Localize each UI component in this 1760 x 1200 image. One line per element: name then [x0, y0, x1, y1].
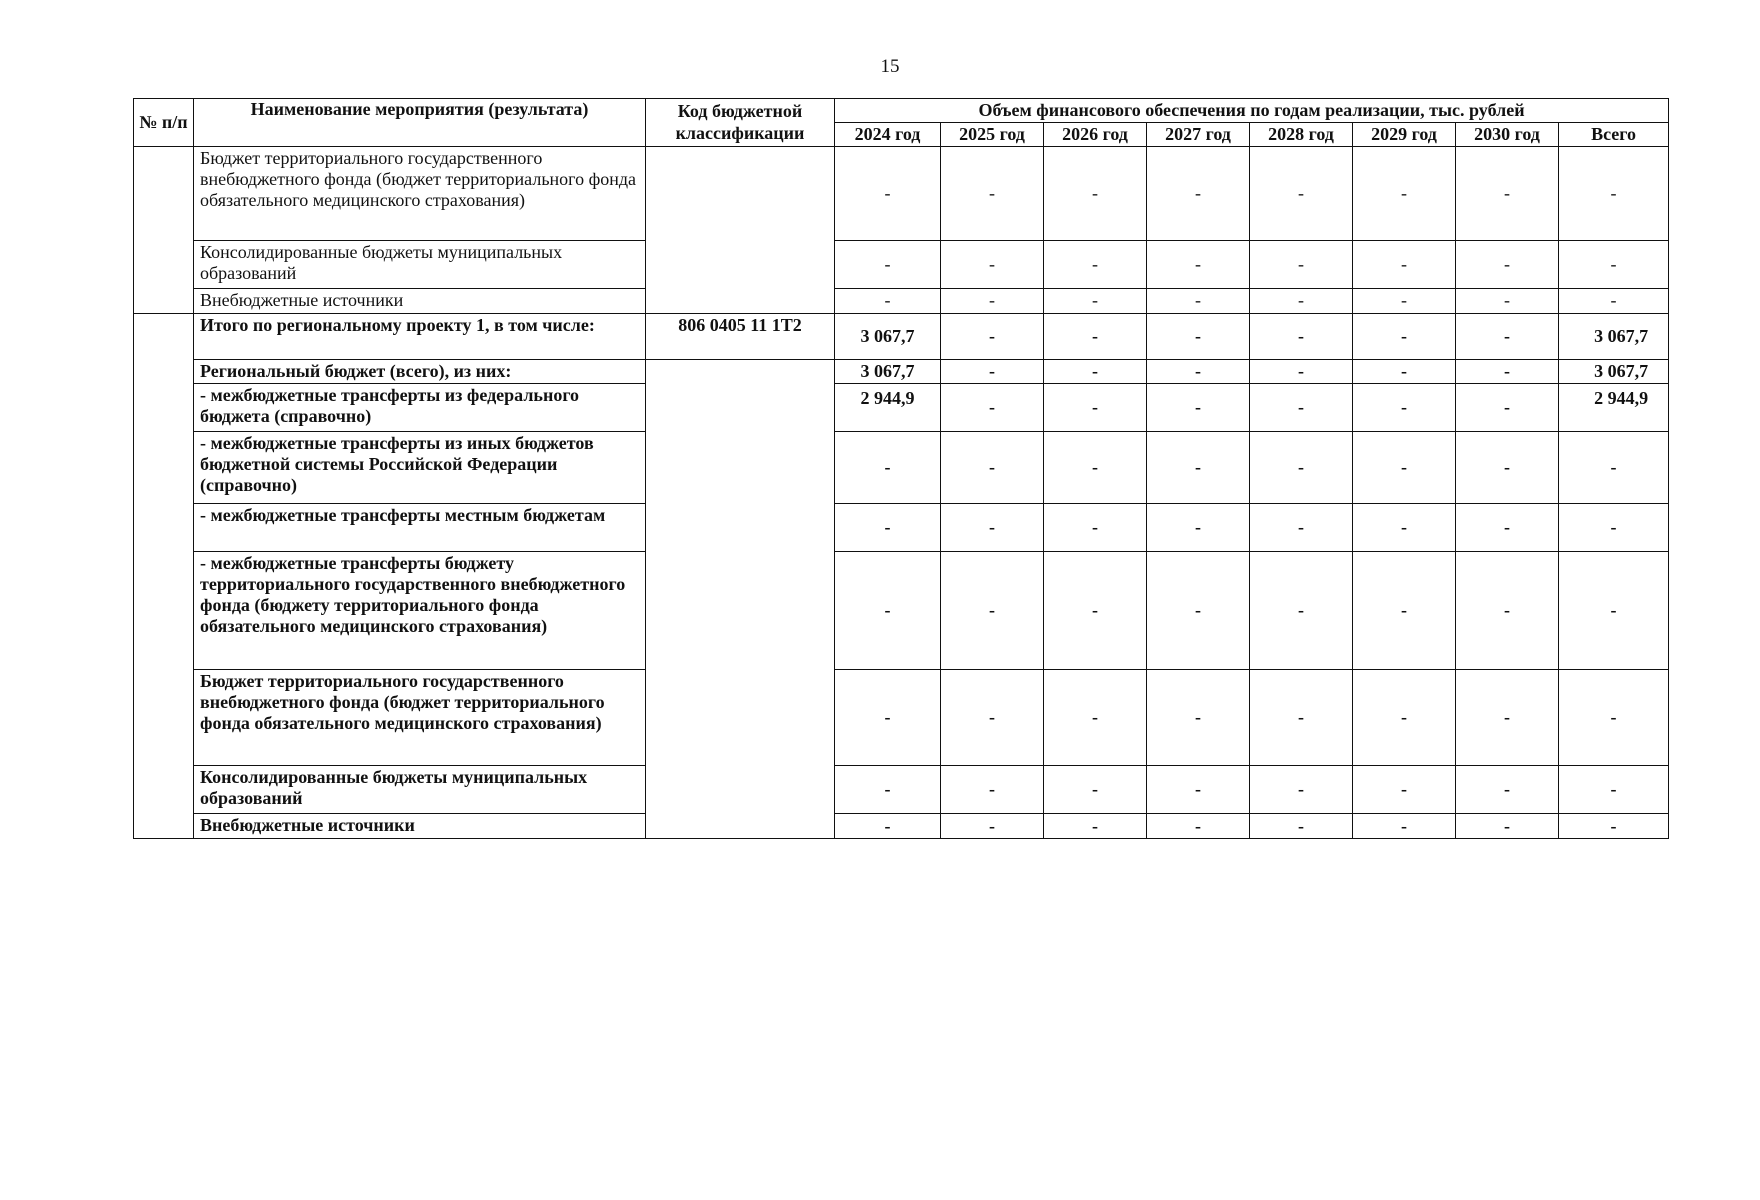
- row-code: 806 0405 11 1Т2: [646, 314, 835, 360]
- row-value: -: [835, 552, 941, 670]
- row-value: -: [835, 432, 941, 504]
- row-value: -: [1044, 360, 1147, 384]
- row-total: -: [1559, 432, 1669, 504]
- row-name: Региональный бюджет (всего), из них:: [194, 360, 646, 384]
- row-value: -: [941, 670, 1044, 766]
- row-total: -: [1559, 670, 1669, 766]
- row-value: -: [1456, 766, 1559, 814]
- row-value: -: [1456, 360, 1559, 384]
- row-value: -: [1044, 314, 1147, 360]
- row-total: 2 944,9: [1559, 384, 1669, 432]
- row-name: Консолидированные бюджеты муниципальных образований: [194, 766, 646, 814]
- header-year-2024: 2024 год: [835, 123, 941, 147]
- row-value: -: [941, 314, 1044, 360]
- row-value: -: [941, 241, 1044, 289]
- row-total: -: [1559, 552, 1669, 670]
- row-name: Внебюджетные источники: [194, 289, 646, 314]
- row-value: -: [1147, 147, 1250, 241]
- row-value: -: [1147, 314, 1250, 360]
- row-value: -: [1250, 766, 1353, 814]
- row-value: 3 067,7: [835, 360, 941, 384]
- header-year-2028: 2028 год: [1250, 123, 1353, 147]
- row-total: -: [1559, 289, 1669, 314]
- row-value: -: [1147, 241, 1250, 289]
- row-value: -: [1147, 670, 1250, 766]
- row-value: -: [941, 814, 1044, 839]
- row-value: -: [1353, 241, 1456, 289]
- row-value: -: [1456, 147, 1559, 241]
- page-number: 15: [880, 56, 900, 77]
- row-num-cell: [134, 147, 194, 314]
- row-value: -: [1456, 814, 1559, 839]
- row-value: -: [1147, 432, 1250, 504]
- row-value: -: [1250, 432, 1353, 504]
- table-row: [134, 384, 1669, 432]
- row-name: - межбюджетные трансферты из иных бюджетов бюджетной системы Российской Федерации (справочно): [194, 432, 646, 504]
- row-value: -: [1250, 814, 1353, 839]
- row-value: -: [1250, 289, 1353, 314]
- row-total: -: [1559, 814, 1669, 839]
- header-code: Код бюджетной классификации: [646, 99, 835, 147]
- row-value: -: [1353, 147, 1456, 241]
- row-total: -: [1559, 147, 1669, 241]
- row-value: -: [941, 504, 1044, 552]
- row-name: Бюджет территориального государственного внебюджетного фонда (бюджет территориального фонда обязательного медицинского страхования): [194, 670, 646, 766]
- row-value: -: [1044, 147, 1147, 241]
- table-row: [134, 360, 1669, 384]
- row-value: -: [1456, 241, 1559, 289]
- row-num-cell: [134, 314, 194, 839]
- row-total: 3 067,7: [1559, 314, 1669, 360]
- row-value: -: [1353, 384, 1456, 432]
- row-value: -: [941, 147, 1044, 241]
- row-value: -: [1147, 360, 1250, 384]
- row-name: - межбюджетные трансферты из федерального бюджета (справочно): [194, 384, 646, 432]
- row-name: Итого по региональному проекту 1, в том числе:: [194, 314, 646, 360]
- row-value: -: [1456, 670, 1559, 766]
- row-value: -: [1353, 289, 1456, 314]
- row-value: -: [835, 670, 941, 766]
- row-name: Бюджет территориального государственного внебюджетного фонда (бюджет территориального фонда обязательного медицинского страхования): [194, 147, 646, 241]
- table-row: [134, 314, 1669, 360]
- header-year-2025: 2025 год: [941, 123, 1044, 147]
- row-value: -: [1044, 384, 1147, 432]
- header-year-2029: 2029 год: [1353, 123, 1456, 147]
- header-name: Наименование мероприятия (результата): [194, 99, 646, 147]
- row-value: -: [1353, 814, 1456, 839]
- row-total: -: [1559, 241, 1669, 289]
- row-value: 3 067,7: [835, 314, 941, 360]
- row-value: -: [1250, 670, 1353, 766]
- row-total: -: [1559, 766, 1669, 814]
- row-name: Консолидированные бюджеты муниципальных образований: [194, 241, 646, 289]
- row-total: -: [1559, 504, 1669, 552]
- row-value: 2 944,9: [835, 384, 941, 432]
- row-value: -: [835, 766, 941, 814]
- row-value: -: [1250, 314, 1353, 360]
- row-value: -: [835, 504, 941, 552]
- finance-table: [133, 98, 1669, 839]
- row-value: -: [941, 432, 1044, 504]
- table-row: [134, 670, 1669, 766]
- row-value: -: [1353, 552, 1456, 670]
- row-value: -: [941, 289, 1044, 314]
- row-name: - межбюджетные трансферты бюджету территориального государственного внебюджетного фонда (бюджету территориального фонда обязательного медицинского страхования): [194, 552, 646, 670]
- row-value: -: [1250, 384, 1353, 432]
- row-value: -: [1147, 504, 1250, 552]
- header-year-2030: 2030 год: [1456, 123, 1559, 147]
- row-value: -: [1147, 384, 1250, 432]
- row-value: -: [1250, 552, 1353, 670]
- table-row: [134, 552, 1669, 670]
- row-value: -: [835, 814, 941, 839]
- row-name: - межбюджетные трансферты местным бюджетам: [194, 504, 646, 552]
- row-value: -: [941, 384, 1044, 432]
- row-total: 3 067,7: [1559, 360, 1669, 384]
- table-row: [134, 241, 1669, 289]
- row-value: -: [1147, 766, 1250, 814]
- header-total: Всего: [1559, 123, 1669, 147]
- row-value: -: [1044, 814, 1147, 839]
- table-row: [134, 766, 1669, 814]
- row-code-cell: [646, 147, 835, 314]
- row-value: -: [1353, 504, 1456, 552]
- row-value: -: [1353, 314, 1456, 360]
- row-value: -: [1044, 766, 1147, 814]
- row-value: -: [1353, 432, 1456, 504]
- row-value: -: [1044, 289, 1147, 314]
- row-value: -: [941, 360, 1044, 384]
- row-value: -: [1147, 289, 1250, 314]
- row-value: -: [1456, 552, 1559, 670]
- row-value: -: [1353, 766, 1456, 814]
- row-value: -: [1353, 670, 1456, 766]
- table-row: [134, 504, 1669, 552]
- table-row: [134, 814, 1669, 839]
- row-value: -: [941, 766, 1044, 814]
- row-value: -: [1044, 504, 1147, 552]
- header-year-2026: 2026 год: [1044, 123, 1147, 147]
- table-row: [134, 432, 1669, 504]
- row-code-cell: [646, 360, 835, 839]
- header-num: № п/п: [134, 99, 194, 147]
- row-value: -: [1353, 360, 1456, 384]
- header-year-2027: 2027 год: [1147, 123, 1250, 147]
- row-value: -: [1456, 432, 1559, 504]
- row-value: -: [835, 241, 941, 289]
- row-value: -: [1044, 241, 1147, 289]
- row-value: -: [1044, 552, 1147, 670]
- row-value: -: [1250, 360, 1353, 384]
- header-finance: Объем финансового обеспечения по годам реализации, тыс. рублей: [835, 99, 1669, 123]
- row-value: -: [1456, 504, 1559, 552]
- row-value: -: [1250, 241, 1353, 289]
- row-name: Внебюджетные источники: [194, 814, 646, 839]
- row-value: -: [835, 147, 941, 241]
- table-row: [134, 147, 1669, 241]
- row-value: -: [1456, 314, 1559, 360]
- row-value: -: [1044, 670, 1147, 766]
- row-value: -: [1456, 289, 1559, 314]
- row-value: -: [1250, 147, 1353, 241]
- row-value: -: [1250, 504, 1353, 552]
- table-row: [134, 289, 1669, 314]
- row-value: -: [1147, 814, 1250, 839]
- row-value: -: [941, 552, 1044, 670]
- row-value: -: [1147, 552, 1250, 670]
- row-value: -: [1456, 384, 1559, 432]
- row-value: -: [1044, 432, 1147, 504]
- row-value: -: [835, 289, 941, 314]
